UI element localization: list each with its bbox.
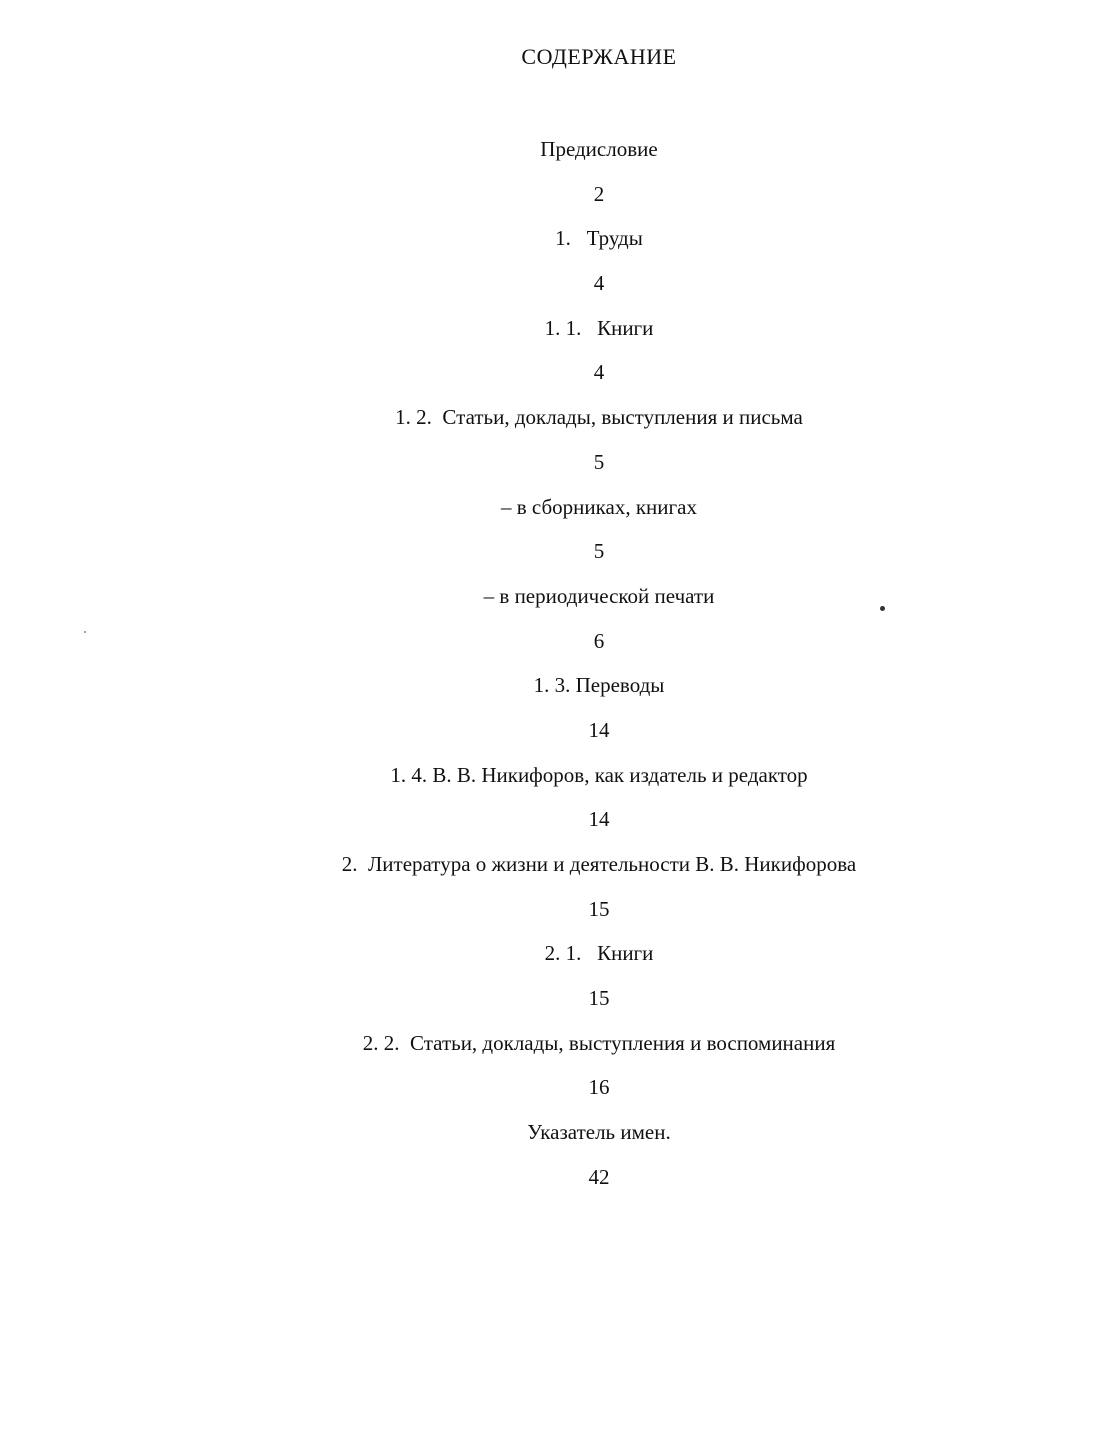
table-of-contents [0, 133, 1104, 1206]
toc-line: 4 [593, 271, 605, 296]
page-title: СОДЕРЖАНИЕ [521, 44, 677, 69]
toc-line: 2 [593, 181, 605, 206]
toc-line: – в сборниках, книгах [501, 494, 697, 519]
toc-line: 5 [593, 539, 605, 564]
toc-line: 2. 1. Книги [544, 941, 654, 966]
toc-line: 2. 2. Статьи, доклады, выступления и воспоминания [362, 1030, 836, 1055]
toc-line: 4 [593, 360, 605, 385]
toc-line: 1. 2. Статьи, доклады, выступления и письма [395, 405, 803, 430]
scan-speck [84, 631, 86, 633]
toc-line: 16 [588, 1075, 610, 1100]
toc-line: 15 [588, 896, 610, 921]
toc-line: 1. Труды [555, 226, 643, 251]
toc-line: Предисловие [540, 137, 658, 161]
toc-line: 5 [593, 449, 605, 474]
toc-line: 42 [588, 1164, 610, 1189]
toc-line: 6 [593, 628, 605, 653]
toc-line: 2. Литература о жизни и деятельности В. В. Никифорова [341, 852, 857, 876]
toc-line: 14 [588, 717, 610, 742]
scan-speck [880, 606, 885, 611]
toc-line: – в периодической печати [483, 583, 715, 608]
toc-line: 1. 3. Переводы [533, 673, 665, 698]
toc-line: 1. 4. В. В. Никифоров, как издатель и редактор [390, 762, 808, 787]
toc-line: 15 [588, 986, 610, 1011]
toc-line: Указатель имен. [527, 1120, 671, 1145]
toc-line: 1. 1. Книги [544, 315, 654, 340]
toc-line: 14 [588, 807, 610, 832]
